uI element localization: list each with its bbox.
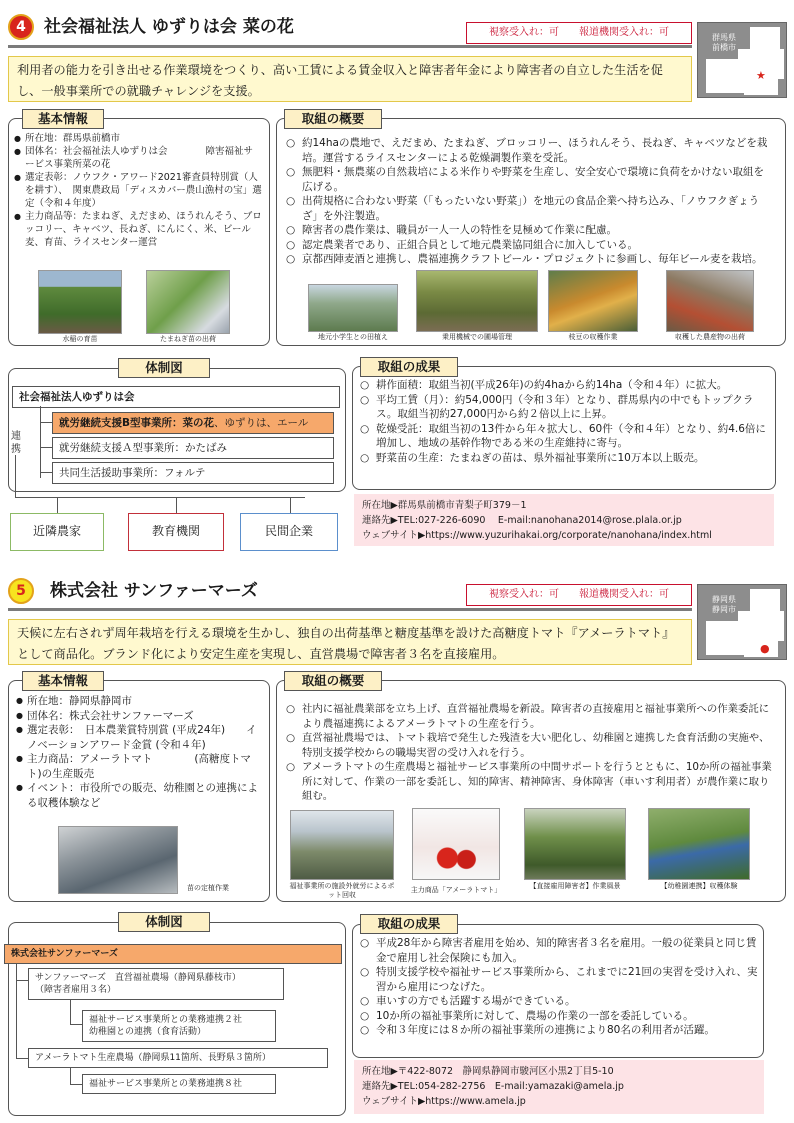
org2-structure-tomato-links: 福祉サービス事業所との業務連携８社 [82, 1074, 276, 1094]
org1-structure-group-home: 共同生活援助事業所：フォルテ [52, 462, 334, 484]
org2-photo-planting [58, 826, 178, 894]
list-item: ○ 出荷規格に合わない野菜（「もったいない野菜」）を地元の食品企業へ持ち込み、「ノウフクぎょうざ」を外注製造。 [286, 194, 774, 223]
org2-photo-pot-collection [290, 810, 394, 880]
org1-results-list [360, 378, 768, 465]
list-item: ● 主力商品：アメーラトマト (高糖度トマト)の生産販売 [16, 752, 260, 781]
org1-partner-farmers: 近隣農家 [10, 513, 104, 551]
map-city: 静岡市 [712, 605, 736, 614]
list-item: ● 団体名：株式会社サンファーマーズ [16, 709, 260, 724]
org2-results-list [360, 936, 758, 1038]
org2-activities-tab: 取組の概要 [284, 671, 382, 691]
list-item: ● 主力商品等：たまねぎ、えだまめ、ほうれんそう、ブロッコリー、キャベツ、長ねぎ、にんにく、米、ビール麦、育苗、ライスセンター運営 [14, 210, 262, 249]
org1-structure-b-type [52, 412, 334, 434]
list-item: ○ 令和３年度には８か所の福祉事業所の連携により80名の利用者が活躍。 [360, 1023, 758, 1038]
org2-basic-info-tab: 基本情報 [22, 671, 104, 691]
map-marker-icon: ★ [756, 69, 766, 82]
list-item: ○ 車いすの方でも活躍する場ができている。 [360, 994, 758, 1009]
map-prefecture: 群馬県 [712, 33, 736, 42]
org2-title-rule [8, 608, 692, 611]
photo-caption: 水稲の育苗 [62, 335, 98, 343]
b-type-name: 就労継続支援B型事業所：菜の花 [59, 417, 215, 429]
org1-link-label: 連携 [11, 431, 21, 455]
map-city: 前橋市 [712, 43, 736, 52]
org2-photo-direct-employment [524, 808, 626, 880]
org1-basic-info-list [14, 132, 262, 249]
org2-basic-info-list [16, 694, 260, 810]
contact-phone: 連絡先▶TEL:054-282-2756 E-mail:yamazaki@amela.jp [362, 1081, 624, 1092]
photo-caption: 苗の定植作業 [187, 884, 229, 892]
photo-caption: 【幼稚園連携】収穫体験 [660, 882, 738, 890]
org1-activities-list [286, 136, 774, 267]
org2-structure-direct-farm [28, 968, 284, 1000]
welfare-link-2: 福祉サービス事業所との業務連携２社 [89, 1015, 243, 1025]
org1-activities-tab: 取組の概要 [284, 109, 382, 129]
org1-number-badge: 4 [8, 14, 34, 40]
list-item: ○ 平均工賃（月）：約54,000円（令和３年）となり、群馬県内の中でもトップクラス。取組当初約27,000円から約２倍以上に上昇。 [360, 393, 768, 422]
org1-contact [354, 494, 774, 546]
map-prefecture: 静岡県 [712, 595, 736, 604]
contact-address: 所在地▶〒422-8072 静岡県静岡市駿河区小黒2丁目5-10 [362, 1066, 614, 1077]
list-item: ● 選定表彰：ノウフク・アワード2021審査員特別賞（人を耕す）、 関東農政局「ディスカバー農山漁村の宝」選定（令和４年度） [14, 171, 262, 210]
list-item: ○ 京都西陣麦酒と連携し、農福連携クラフトビール・プロジェクトに参画し、毎年ビール麦を栽培。 [286, 252, 774, 267]
org2-activities-list [286, 702, 776, 804]
contact-address: 所在地▶群馬県前橋市青梨子町379－1 [362, 500, 527, 511]
org1-summary: 利用者の能力を引き出せる作業環境をつくり、高い工賃による賃金収入と障害者年金により障害者の自立した生活を促し、一般事業所での就職チャレンジを支援。 [8, 56, 692, 102]
org1-structure-a-type: 就労継続支援Ａ型事業所：かたばみ [52, 437, 334, 459]
org1-partner-education: 教育機関 [128, 513, 224, 551]
org2-contact [354, 1060, 764, 1114]
b-type-rest: 、ゆずりは、エール [214, 417, 309, 429]
direct-farm-name: サンファーマーズ 直営福祉農場（静岡県藤枝市） [35, 973, 241, 983]
list-item: ○ 直営福祉農場では、トマト栽培で発生した残渣を大い肥化し、幼稚園と連携した食育活動の実施や、特別支援学校からの職場実習の受け入れを行う。 [286, 731, 776, 760]
org2-acceptance: 視察受入れ：可 報道機関受入れ：可 [466, 584, 692, 606]
list-item: ○ 社内に福祉農業部を立ち上げ、直営福祉農場を新設。障害者の直接雇用と福祉事業所への作業委託により農福連携によるアメーラトマトの生産を行う。 [286, 702, 776, 731]
org2-structure-direct-links [82, 1010, 276, 1042]
org1-results-tab: 取組の成果 [360, 357, 458, 377]
org1-title: 社会福祉法人 ゆずりは会 菜の花 [44, 17, 294, 37]
org2-structure-tab: 体制図 [118, 912, 210, 932]
list-item: ○ 10か所の福祉事業所に対して、農場の作業の一部を委託している。 [360, 1009, 758, 1024]
map-marker-icon: ● [760, 642, 770, 655]
photo-caption: 収穫した農産物の出荷 [675, 333, 745, 341]
org1-location-map [697, 22, 787, 98]
org2-structure-root: 株式会社サンファーマーズ [4, 944, 342, 964]
org2-location-map [697, 584, 787, 660]
contact-phone: 連絡先▶TEL:027-226-6090 E-mail:nanohana2014@rose.plala.or.jp [362, 515, 682, 526]
list-item: ○ 野菜苗の生産：たまねぎの苗は、県外福祉事業所に10万本以上販売。 [360, 451, 768, 466]
list-item: ● イベント：市役所での販売、幼稚園との連携による収穫体験など [16, 781, 260, 810]
org2-number-badge: 5 [8, 578, 34, 604]
photo-caption: 主力商品「アメーラトマト」 [410, 886, 502, 894]
photo-caption: 【直接雇用障害者】作業風景 [529, 882, 621, 890]
list-item: ● 所在地：静岡県静岡市 [16, 694, 260, 709]
photo-caption: 福祉事業所の施設外就労によるポット回収 [289, 882, 395, 899]
org2-summary: 天候に左右されず周年栽培を行える環境を生かし、独自の出荷基準と糖度基準を設けた高糖度トマト『アメーラトマト』として商品化。ブランド化により安定生産を実現し、直営農場で障害者３名を直接雇用。 [8, 619, 692, 665]
org2-photo-harvest-experience [648, 808, 750, 880]
direct-farm-employment: （障害者雇用３名） [35, 985, 117, 995]
list-item: ○ 約14haの農地で、えだまめ、たまねぎ、ブロッコリー、ほうれんそう、長ねぎ、キャベツなどを栽培。運営するライスセンターによる乾燥調製作業を受託。 [286, 136, 774, 165]
photo-caption: 地元小学生との田植え [318, 333, 388, 341]
list-item: ● 選定表彰： 日本農業賞特別賞 (平成24年) イノベーションアワード金賞 (令和４年) [16, 723, 260, 752]
org2-structure-tomato-farms: アメーラトマト生産農場（静岡県11箇所、長野県３箇所） [28, 1048, 328, 1068]
org1-structure-root: 社会福祉法人ゆずりは会 [12, 386, 340, 408]
org1-photo-onion [146, 270, 230, 334]
org2-photo-amela-tomato [412, 808, 500, 880]
list-item: ○ 認定農業者であり、正組合員として地元農業協同組合に加入している。 [286, 238, 774, 253]
org1-basic-info-tab: 基本情報 [22, 109, 104, 129]
org1-photo-rice-planting [308, 284, 398, 332]
photo-caption: 枝豆の収穫作業 [568, 333, 618, 341]
org1-photo-edamame [548, 270, 638, 332]
list-item: ○ 耕作面積：取組当初(平成26年)の約4haから約14ha（令和４年）に拡大。 [360, 378, 768, 393]
org2-results-tab: 取組の成果 [360, 914, 458, 934]
list-item: ● 団体名：社会福祉法人ゆずりは会 障害福祉サービス事業所菜の花 [14, 145, 262, 171]
org1-structure-tab: 体制図 [118, 358, 210, 378]
org2-title: 株式会社 サンファーマーズ [50, 581, 258, 601]
list-item: ● 所在地：群馬県前橋市 [14, 132, 262, 145]
list-item: ○ 平成28年から障害者雇用を始め、知的障害者３名を雇用。一般の従業員と同じ賃金で雇用し社会保険にも加入。 [360, 936, 758, 965]
list-item: ○ 障害者の農作業は、職員が一人一人の特性を見極めて作業に配慮。 [286, 223, 774, 238]
org1-photo-shipment [666, 270, 754, 332]
photo-caption: たまねぎ苗の出荷 [160, 335, 216, 343]
org1-partner-companies: 民間企業 [240, 513, 338, 551]
org1-photo-machine [416, 270, 538, 332]
kindergarten-link: 幼稚園との連携（食育活動） [89, 1027, 207, 1037]
org1-acceptance: 視察受入れ：可 報道機関受入れ：可 [466, 22, 692, 44]
list-item: ○ 無肥料・無農薬の自然栽培による米作りや野菜を生産し、安全安心で環境に負荷をかけない取組を広げる。 [286, 165, 774, 194]
contact-website[interactable]: ウェブサイト▶https://www.yuzurihakai.org/corporate/nanohana/index.html [362, 530, 712, 541]
list-item: ○ 乾燥受託：取組当初の13件から年々拡大し、60件（令和４年）となり、約4.6倍に増加し、地域の基幹作物である米の生産維持に寄与。 [360, 422, 768, 451]
list-item: ○ 特別支援学校や福祉サービス事業所から、これまでに21回の実習を受け入れ、実習から雇用につなげた。 [360, 965, 758, 994]
list-item: ○ アメーラトマトの生産農場と福祉サービス事業所の中間サポートを行うとともに、10か所の福祉事業所に対して、作業の一部を委託し、知的障害、精神障害、身体障害（車いす利用者）が農作業に取り組む。 [286, 760, 776, 804]
org1-photo-seedlings [38, 270, 122, 334]
photo-caption: 乗用機械での圃場管理 [442, 333, 512, 341]
org1-title-rule [8, 45, 692, 48]
contact-website[interactable]: ウェブサイト▶https://www.amela.jp [362, 1096, 526, 1107]
